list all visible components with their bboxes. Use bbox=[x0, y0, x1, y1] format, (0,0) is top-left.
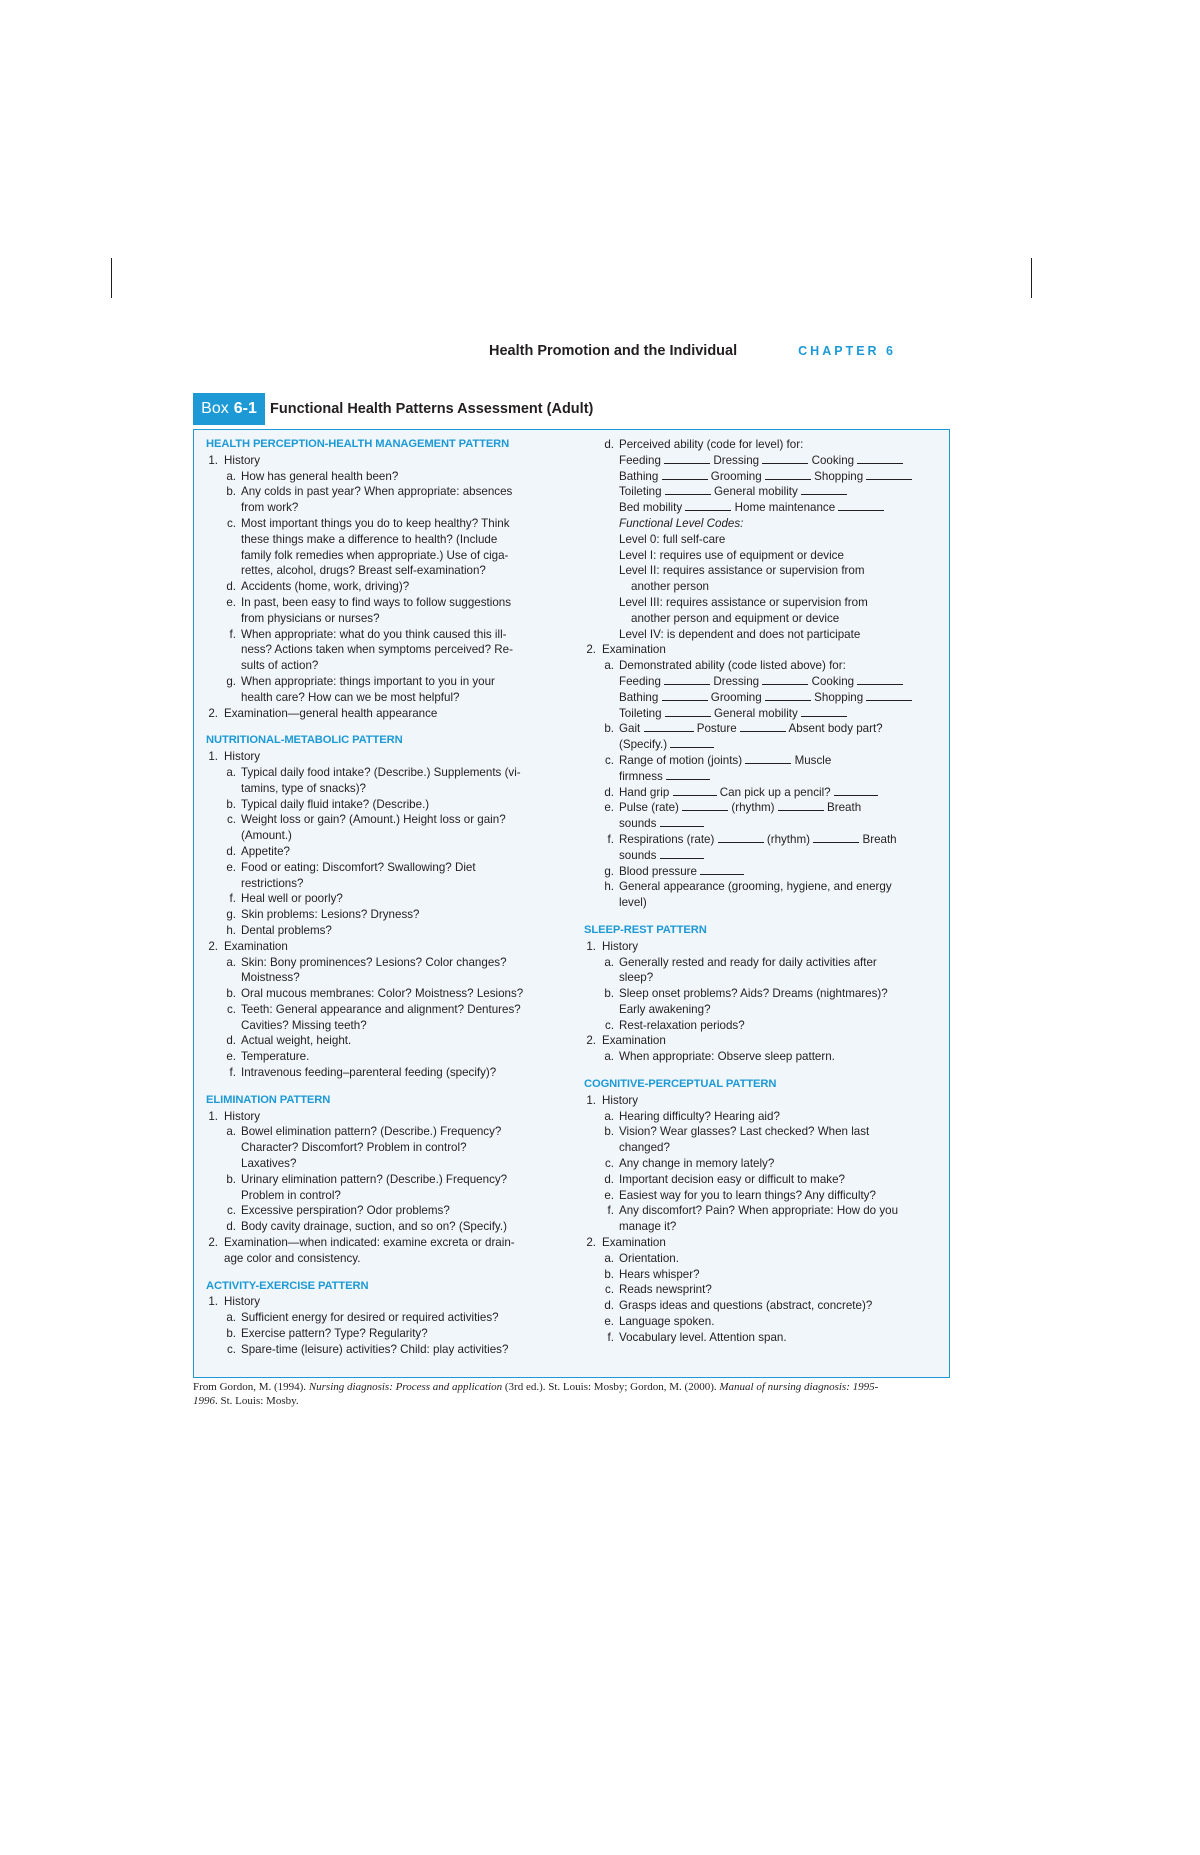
list-item: a. When appropriate: Observe sleep pattern. bbox=[604, 1050, 835, 1064]
list-item-continued: Cavities? Missing teeth? bbox=[241, 1018, 367, 1032]
list-item: d. Hand grip Can pick up a pencil? bbox=[584, 785, 949, 801]
list-item-continued: from physicians or nurses? bbox=[241, 611, 380, 625]
form-line: Toileting General mobility bbox=[584, 484, 949, 500]
list-item-continued: from work? bbox=[241, 501, 299, 515]
list-item: a. Generally rested and ready for daily activities after bbox=[604, 955, 877, 969]
list-item: f. Respirations (rate) (rhythm) Breath bbox=[607, 832, 897, 846]
list-item: a. Orientation. bbox=[604, 1251, 679, 1265]
source-citation: From Gordon, M. (1994). Nursing diagnosis: Process and application (3rd ed.). St. Louis: Mosby; Gordon, M. (2000). Manual of nursing diagnosis: 1995- 1996. St. Louis: Mosby. bbox=[193, 1381, 879, 1407]
running-head bbox=[489, 343, 896, 363]
list-item-continued: rettes, alcohol, drugs? Breast self-examination? bbox=[241, 564, 486, 578]
list-item-continued: (Specify.) bbox=[584, 737, 949, 753]
list-item: d. Accidents (home, work, driving)? bbox=[226, 580, 410, 594]
list-item: a. How has general health been? bbox=[226, 469, 399, 483]
list-item-continued: Moistness? bbox=[241, 971, 300, 985]
section-heading: NUTRITIONAL-METABOLIC PATTERN bbox=[206, 734, 403, 747]
list-item-continued: sounds bbox=[584, 816, 949, 832]
list-item-continued: ness? Actions taken when symptoms perceived? Re- bbox=[241, 643, 513, 657]
form-line: Bed mobility Home maintenance bbox=[584, 500, 949, 516]
list-item: 2. Examination—general health appearance bbox=[208, 706, 438, 720]
list-item: a. Hearing difficulty? Hearing aid? bbox=[604, 1109, 780, 1123]
box-title: Functional Health Patterns Assessment (Adult) bbox=[270, 401, 594, 417]
list-item-continued: family folk remedies when appropriate.) Use of ciga- bbox=[241, 548, 509, 562]
section-elimination bbox=[206, 1093, 571, 1267]
list-item: 2. Examination bbox=[586, 643, 666, 657]
form-line: Feeding Dressing Cooking bbox=[584, 674, 949, 690]
list-item: 1. History bbox=[208, 1295, 261, 1309]
section-activity-continued bbox=[584, 437, 949, 911]
list-item: g. Skin problems: Lesions? Dryness? bbox=[226, 908, 420, 922]
list-item: c. Rest-relaxation periods? bbox=[604, 1018, 745, 1032]
section-activity-exercise bbox=[206, 1279, 571, 1358]
list-item: g. When appropriate: things important to you in your bbox=[226, 674, 495, 688]
list-item-continued: health care? How can we be most helpful? bbox=[241, 690, 460, 704]
list-item: f. Any discomfort? Pain? When appropriate: How do you bbox=[607, 1204, 899, 1218]
list-item: c. Any change in memory lately? bbox=[604, 1157, 775, 1171]
list-item: 1. History bbox=[208, 453, 261, 467]
level-code: Level II: requires assistance or supervision from bbox=[619, 564, 865, 578]
list-item: c. Reads newsprint? bbox=[604, 1283, 712, 1297]
level-code: Level III: requires assistance or supervision from bbox=[619, 595, 868, 609]
list-item: e. Temperature. bbox=[226, 1050, 310, 1064]
list-item: c. Weight loss or gain? (Amount.) Height loss or gain? bbox=[226, 813, 506, 827]
list-item: e. Pulse (rate) (rhythm) Breath bbox=[604, 801, 862, 815]
box-prefix: Box bbox=[201, 400, 229, 417]
form-line: Bathing Grooming Shopping bbox=[584, 469, 949, 485]
list-item: e. Easiest way for you to learn things? Any difficulty? bbox=[604, 1188, 876, 1202]
list-item: e. In past, been easy to find ways to follow suggestions bbox=[226, 595, 512, 609]
list-item: a. Bowel elimination pattern? (Describe.) Frequency? bbox=[226, 1125, 502, 1139]
list-item-continued: (Amount.) bbox=[241, 829, 292, 843]
list-item: h. General appearance (grooming, hygiene, and energy bbox=[604, 880, 892, 894]
list-item: b. Sleep onset problems? Aids? Dreams (nightmares)? bbox=[604, 987, 888, 1001]
section-heading: HEALTH PERCEPTION-HEALTH MANAGEMENT PATTERN bbox=[206, 438, 510, 450]
list-item: b. Hears whisper? bbox=[604, 1267, 700, 1281]
list-item: d. Perceived ability (code for level) for: bbox=[604, 438, 804, 451]
list-item: d. Actual weight, height. bbox=[226, 1034, 352, 1048]
list-item: b. Typical daily fluid intake? (Describe.) bbox=[226, 797, 430, 811]
list-item: b. Any colds in past year? When appropriate: absences bbox=[226, 485, 513, 499]
left-column bbox=[206, 437, 571, 1370]
level-code-continued: another person bbox=[631, 580, 709, 594]
list-item: b. Gait Posture Absent body part? bbox=[604, 722, 883, 736]
list-item: c. Most important things you do to keep healthy? Think bbox=[226, 516, 510, 530]
list-item: b. Exercise pattern? Type? Regularity? bbox=[226, 1327, 428, 1341]
section-sleep-rest bbox=[584, 923, 949, 1065]
box-label bbox=[193, 393, 265, 425]
level-code: Level 0: full self-care bbox=[619, 532, 726, 546]
running-head-chapter: CHAPTER 6 bbox=[798, 344, 896, 358]
list-item: f. Intravenous feeding–parenteral feeding (specify)? bbox=[229, 1066, 497, 1080]
codes-heading: Functional Level Codes: bbox=[619, 516, 744, 530]
list-item-continued: sounds bbox=[584, 848, 949, 864]
list-item: 1. History bbox=[586, 1093, 639, 1107]
section-heading: COGNITIVE-PERCEPTUAL PATTERN bbox=[584, 1078, 777, 1091]
running-head-title: Health Promotion and the Individual bbox=[489, 343, 738, 359]
list-item: 1. History bbox=[208, 750, 261, 764]
level-code: Level IV: is dependent and does not participate bbox=[619, 627, 861, 641]
form-line: Feeding Dressing Cooking bbox=[584, 453, 949, 469]
list-item: c. Excessive perspiration? Odor problems? bbox=[226, 1204, 450, 1218]
list-item-continued: age color and consistency. bbox=[224, 1251, 361, 1265]
box-number: 6-1 bbox=[233, 400, 257, 417]
list-item: e. Food or eating: Discomfort? Swallowing? Diet bbox=[226, 860, 476, 874]
list-item: f. Vocabulary level. Attention span. bbox=[607, 1330, 787, 1344]
list-item-continued: sults of action? bbox=[241, 659, 319, 673]
crop-mark-right bbox=[1031, 258, 1032, 298]
list-item-continued: restrictions? bbox=[241, 876, 304, 890]
list-item-continued: changed? bbox=[619, 1141, 670, 1155]
section-heading: ELIMINATION PATTERN bbox=[206, 1093, 331, 1106]
section-cognitive-perceptual bbox=[584, 1077, 949, 1346]
list-item: a. Skin: Bony prominences? Lesions? Color changes? bbox=[226, 955, 507, 969]
list-item-continued: level) bbox=[619, 896, 647, 910]
section-heading: ACTIVITY-EXERCISE PATTERN bbox=[206, 1279, 369, 1292]
list-item: 1. History bbox=[586, 939, 639, 953]
list-item: f. Heal well or poorly? bbox=[229, 892, 343, 906]
list-item-continued: Problem in control? bbox=[241, 1188, 341, 1202]
list-item: h. Dental problems? bbox=[226, 923, 332, 937]
list-item: f. When appropriate: what do you think caused this ill- bbox=[229, 627, 507, 641]
level-code: Level I: requires use of equipment or device bbox=[619, 548, 844, 562]
list-item: e. Language spoken. bbox=[604, 1315, 715, 1329]
list-item: 2. Examination bbox=[208, 939, 288, 953]
form-line: Toileting General mobility bbox=[584, 706, 949, 722]
list-item: 2. Examination bbox=[586, 1236, 666, 1250]
list-item: c. Spare-time (leisure) activities? Child: play activities? bbox=[226, 1342, 509, 1356]
list-item-continued: sleep? bbox=[619, 971, 654, 985]
section-health-perception bbox=[206, 437, 571, 721]
list-item: b. Vision? Wear glasses? Last checked? When last bbox=[604, 1125, 870, 1139]
list-item: a. Demonstrated ability (code listed above) for: bbox=[604, 659, 846, 673]
crop-mark-left bbox=[111, 258, 112, 298]
form-line: Bathing Grooming Shopping bbox=[584, 690, 949, 706]
list-item: a. Typical daily food intake? (Describe.) Supplements (vi- bbox=[226, 765, 521, 779]
list-item: d. Grasps ideas and questions (abstract, concrete)? bbox=[604, 1299, 873, 1313]
list-item-continued: manage it? bbox=[619, 1220, 677, 1234]
list-item-continued: Laxatives? bbox=[241, 1157, 297, 1171]
list-item: d. Important decision easy or difficult to make? bbox=[604, 1172, 845, 1186]
list-item: d. Appetite? bbox=[226, 844, 290, 858]
list-item-continued: Character? Discomfort? Problem in control? bbox=[241, 1141, 467, 1155]
level-code-continued: another person and equipment or device bbox=[631, 611, 840, 625]
list-item-continued: these things make a difference to health? (Include bbox=[241, 532, 498, 546]
list-item: c. Teeth: General appearance and alignment? Dentures? bbox=[226, 1002, 521, 1016]
section-heading: SLEEP-REST PATTERN bbox=[584, 923, 707, 936]
list-item: 2. Examination bbox=[586, 1034, 666, 1048]
right-column bbox=[584, 437, 949, 1358]
list-item: d. Body cavity drainage, suction, and so on? (Specify.) bbox=[226, 1220, 507, 1234]
list-item: a. Sufficient energy for desired or required activities? bbox=[226, 1311, 499, 1325]
list-item: b. Oral mucous membranes: Color? Moistness? Lesions? bbox=[226, 987, 524, 1001]
list-item: 2. Examination—when indicated: examine excreta or drain- bbox=[208, 1236, 515, 1250]
list-item-continued: firmness bbox=[584, 769, 949, 785]
list-item: c. Range of motion (joints) Muscle bbox=[604, 753, 832, 767]
list-item: g. Blood pressure bbox=[584, 864, 949, 880]
list-item: 1. History bbox=[208, 1109, 261, 1123]
list-item-continued: Early awakening? bbox=[619, 1002, 711, 1016]
section-nutritional-metabolic bbox=[206, 733, 571, 1081]
list-item: b. Urinary elimination pattern? (Describe.) Frequency? bbox=[226, 1172, 508, 1186]
list-item-continued: tamins, type of snacks)? bbox=[241, 781, 367, 795]
